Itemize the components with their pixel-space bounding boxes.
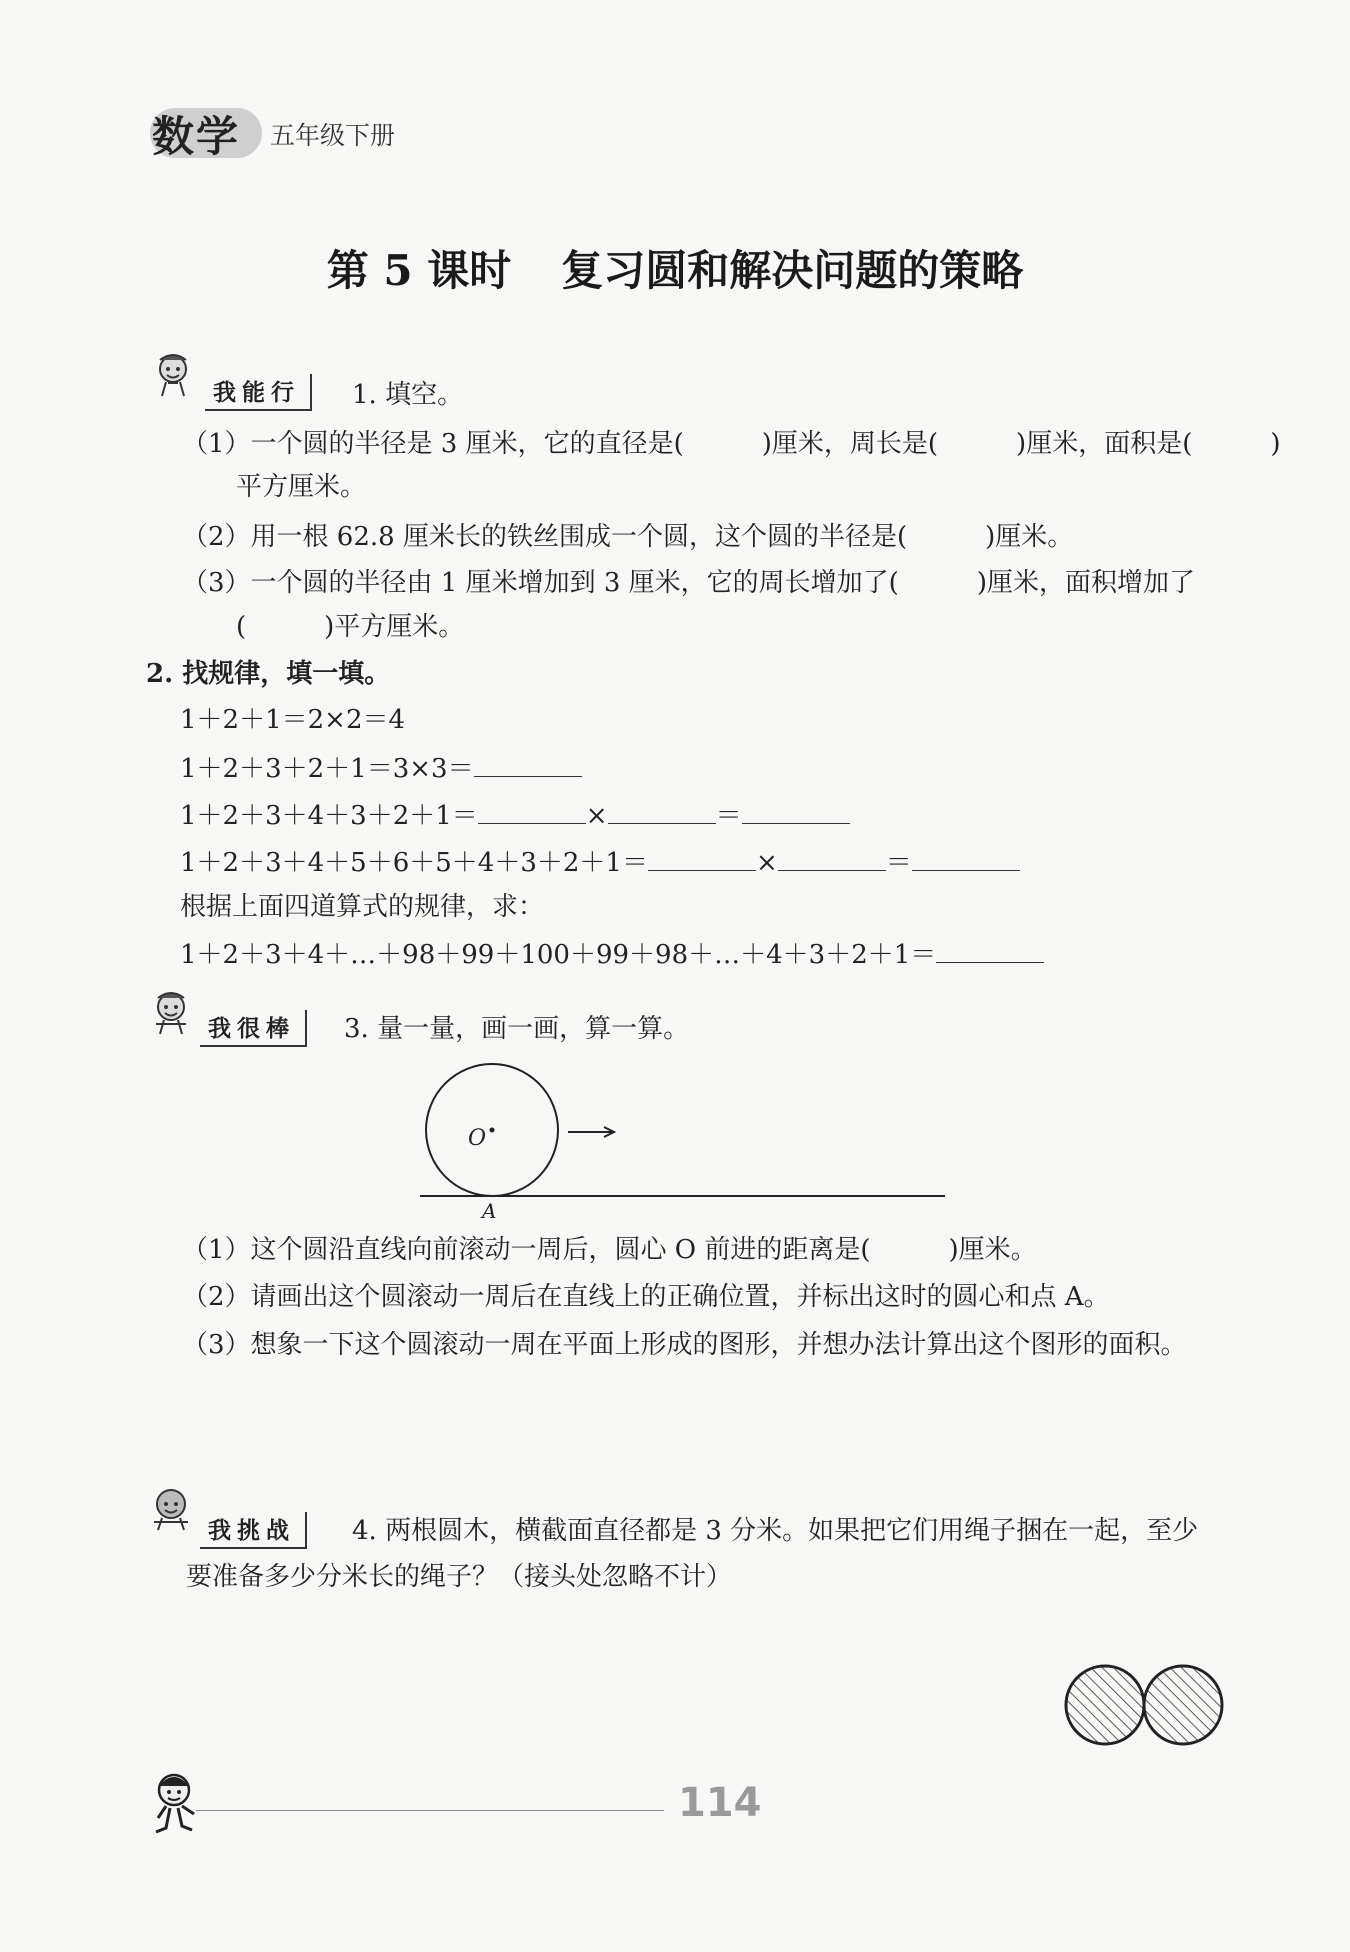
girl-mascot-icon [150, 352, 196, 398]
section-tag-3: 我挑战 [200, 1512, 307, 1549]
q3-title: 3. 量一量，画一画，算一算。 [344, 1014, 690, 1044]
page-number: 114 [678, 1780, 762, 1826]
answer-blank[interactable] [648, 844, 756, 871]
lesson-number: 第 5 课时 [326, 246, 512, 295]
two-logs-figure [1060, 1660, 1230, 1750]
log-cross-section [1066, 1666, 1144, 1744]
q2-line-4: 1＋2＋3＋4＋5＋6＋5＋4＋3＋2＋1＝ × ＝ [180, 844, 1020, 880]
boy-mascot-icon [148, 1486, 194, 1532]
answer-blank[interactable] [936, 936, 1044, 963]
q1-title: 1. 填空。 [352, 380, 464, 410]
footer-rule [196, 1810, 664, 1811]
q2-title: 2. 找规律，填一填。 [146, 659, 391, 689]
answer-blank[interactable] [478, 797, 586, 824]
section-tag-2: 我很棒 [200, 1010, 307, 1047]
log-cross-section [1144, 1666, 1222, 1744]
section-tag-1: 我能行 [205, 374, 312, 411]
answer-blank[interactable] [778, 844, 886, 871]
q3-1: （1）这个圆沿直线向前滚动一周后，圆心 O 前进的距离是( )厘米。 [182, 1235, 1037, 1265]
q2-line-3: 1＋2＋3＋4＋3＋2＋1＝ × ＝ [180, 797, 850, 833]
q2-rule: 根据上面四道算式的规律，求： [180, 892, 545, 922]
q1-1-line-a: （1）一个圆的半径是 3 厘米，它的直径是( )厘米，周长是( )厘米，面积是( ) [182, 429, 1281, 459]
q1-3-line-b: ( )平方厘米。 [236, 612, 465, 642]
point-a-label: A [482, 1199, 497, 1220]
grade-label: 五年级下册 [270, 121, 396, 150]
q4-line-a: 4. 两根圆木，横截面直径都是 3 分米。如果把它们用绳子捆在一起，至少 [352, 1516, 1199, 1546]
q2-line-2: 1＋2＋3＋2＋1＝3×3＝ [180, 750, 582, 786]
center-label: O [468, 1126, 487, 1151]
lesson-topic: 复习圆和解决问题的策略 [561, 246, 1024, 295]
q1-2: （2）用一根 62.8 厘米长的铁丝围成一个圆，这个圆的半径是( )厘米。 [182, 522, 1074, 552]
page-title [0, 238, 1350, 298]
subject-label: 数学 [152, 112, 241, 161]
rolling-circle-figure [400, 1060, 960, 1220]
q3-3: （3）想象一下这个圆滚动一周在平面上形成的图形，并想办法计算出这个图形的面积。 [182, 1330, 1187, 1360]
q1-1-line-b: 平方厘米。 [236, 472, 367, 502]
answer-blank[interactable] [912, 844, 1020, 871]
q4-line-b: 要准备多少分米长的绳子？（接头处忽略不计） [186, 1562, 733, 1592]
q2-line-5: 1＋2＋3＋4＋…＋98＋99＋100＋99＋98＋…＋4＋3＋2＋1＝ [180, 936, 1044, 972]
answer-blank[interactable] [742, 797, 850, 824]
answer-blank[interactable] [474, 750, 582, 777]
answer-blank[interactable] [608, 797, 716, 824]
q2-line-1: 1＋2＋1＝2×2＝4 [180, 705, 406, 735]
q3-2: （2）请画出这个圆滚动一周后在直线上的正确位置，并标出这时的圆心和点 A。 [182, 1282, 1110, 1312]
center-point [490, 1128, 495, 1133]
q1-3-line-a: （3）一个圆的半径由 1 厘米增加到 3 厘米，它的周长增加了( )厘米，面积增加了 [182, 568, 1195, 598]
running-boy-mascot-icon [148, 1770, 204, 1840]
girl-mascot-icon [148, 990, 194, 1036]
